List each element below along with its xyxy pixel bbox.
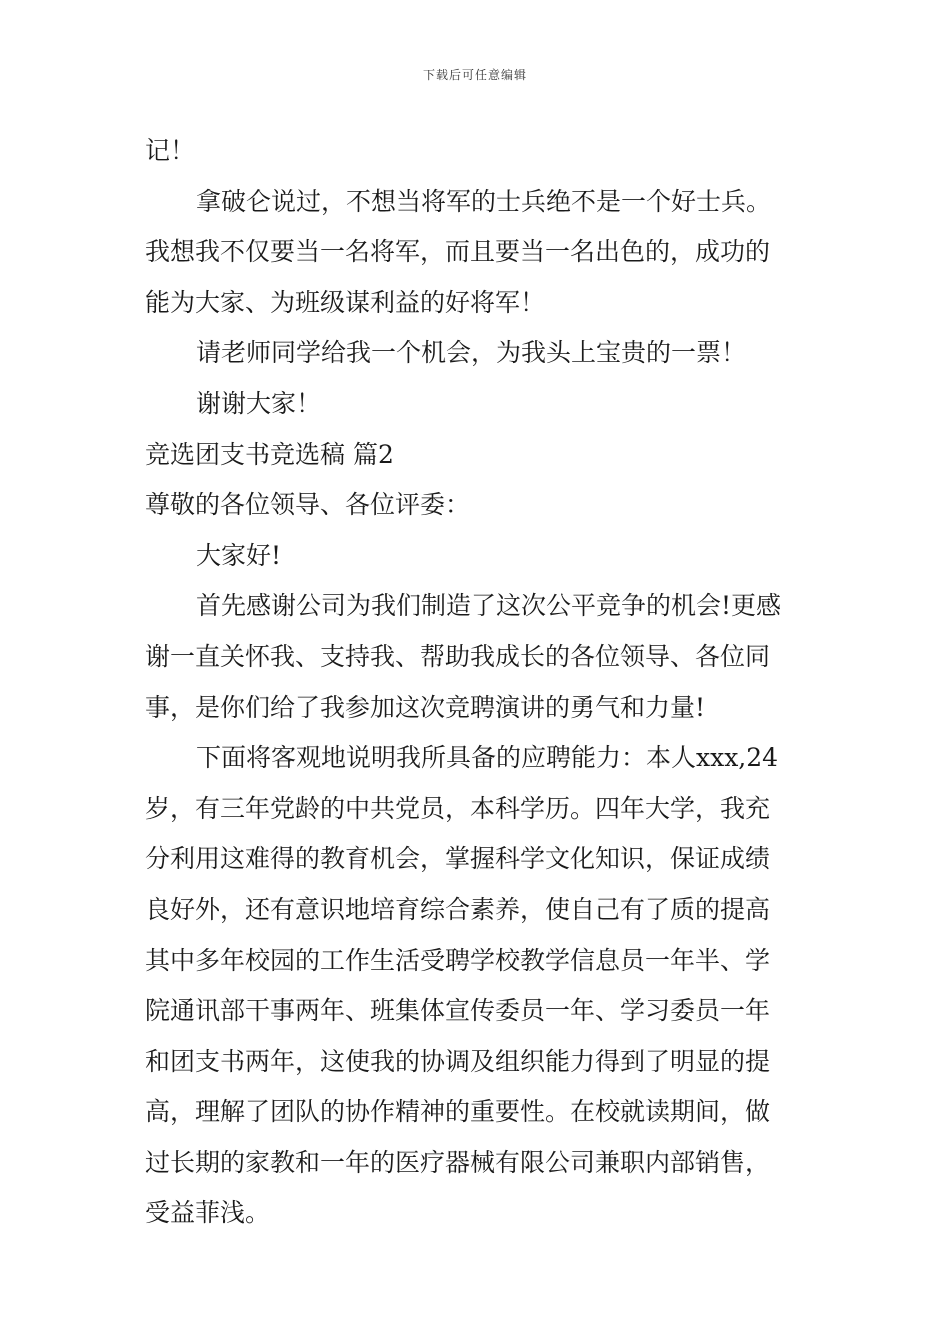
- line-text: 受益菲浅。: [145, 1198, 271, 1228]
- text-line: [145, 784, 811, 835]
- line-text: 谢谢大家！: [196, 388, 322, 418]
- line-text: 和团支书两年，这使我的协调及组织能力得到了明显的提: [145, 1046, 771, 1076]
- text-line: [145, 581, 811, 632]
- salutation: [145, 480, 811, 531]
- line-text: 分利用这难得的教育机会，掌握科学文化知识，保证成绩: [145, 844, 771, 874]
- text-line: [145, 632, 811, 683]
- line-text: 谢一直关怀我、支持我、帮助我成长的各位领导、各位同: [145, 641, 771, 671]
- text-line: [145, 379, 811, 430]
- line-text: 其中多年校园的工作生活受聘学校教学信息员一年半、学: [145, 945, 771, 975]
- text-line: [145, 986, 811, 1037]
- line-text: 能为大家、为班级谋利益的好将军！: [145, 287, 546, 317]
- text-line: [145, 1037, 811, 1088]
- line-text: 首先感谢公司为我们制造了这次公平竞争的机会!更感: [196, 591, 782, 621]
- text-line: [145, 834, 811, 885]
- text-line: [145, 278, 811, 329]
- line-text: 高，理解了团队的协作精神的重要性。在校就读期间，做: [145, 1097, 771, 1127]
- text-line: [145, 885, 811, 936]
- text-line: [145, 1188, 811, 1239]
- text-line: [145, 733, 811, 784]
- text-line: [145, 177, 811, 228]
- text-line: [145, 531, 811, 582]
- header-note: 下载后可任意编辑: [422, 68, 527, 82]
- section-title: [145, 430, 811, 481]
- line-text: 过长期的家教和一年的医疗器械有限公司兼职内部销售，: [145, 1147, 771, 1177]
- line-text: 良好外，还有意识地培育综合素养，使自己有了质的提高: [145, 894, 771, 924]
- line-text: 大家好!: [196, 540, 282, 570]
- text-line: [145, 1087, 811, 1138]
- salutation-text: 尊敬的各位领导、各位评委：: [145, 490, 471, 520]
- line-text: 事，是你们给了我参加这次竞聘演讲的勇气和力量!: [145, 692, 706, 722]
- section-title-text: 竞选团支书竞选稿 篇2: [145, 439, 394, 469]
- line-text: 下面将客观地说明我所具备的应聘能力：本人xxx,24: [196, 743, 779, 773]
- line-text: 岁，有三年党龄的中共党员，本科学历。四年大学，我充: [145, 793, 771, 823]
- text-line: [145, 683, 811, 734]
- text-line: [145, 936, 811, 987]
- text-line: [145, 126, 811, 177]
- line-text: 院通讯部干事两年、班集体宣传委员一年、学习委员一年: [145, 996, 771, 1026]
- line-text: 请老师同学给我一个机会，为我头上宝贵的一票！: [196, 338, 747, 368]
- line-text: 记！: [145, 136, 196, 165]
- text-line: [145, 1138, 811, 1189]
- line-text: 拿破仑说过，不想当将军的士兵绝不是一个好士兵。: [196, 186, 772, 216]
- text-line: [145, 328, 811, 379]
- document-body: [145, 126, 811, 1239]
- line-text: 我想我不仅要当一名将军，而且要当一名出色的，成功的: [145, 237, 771, 267]
- text-line: [145, 227, 811, 278]
